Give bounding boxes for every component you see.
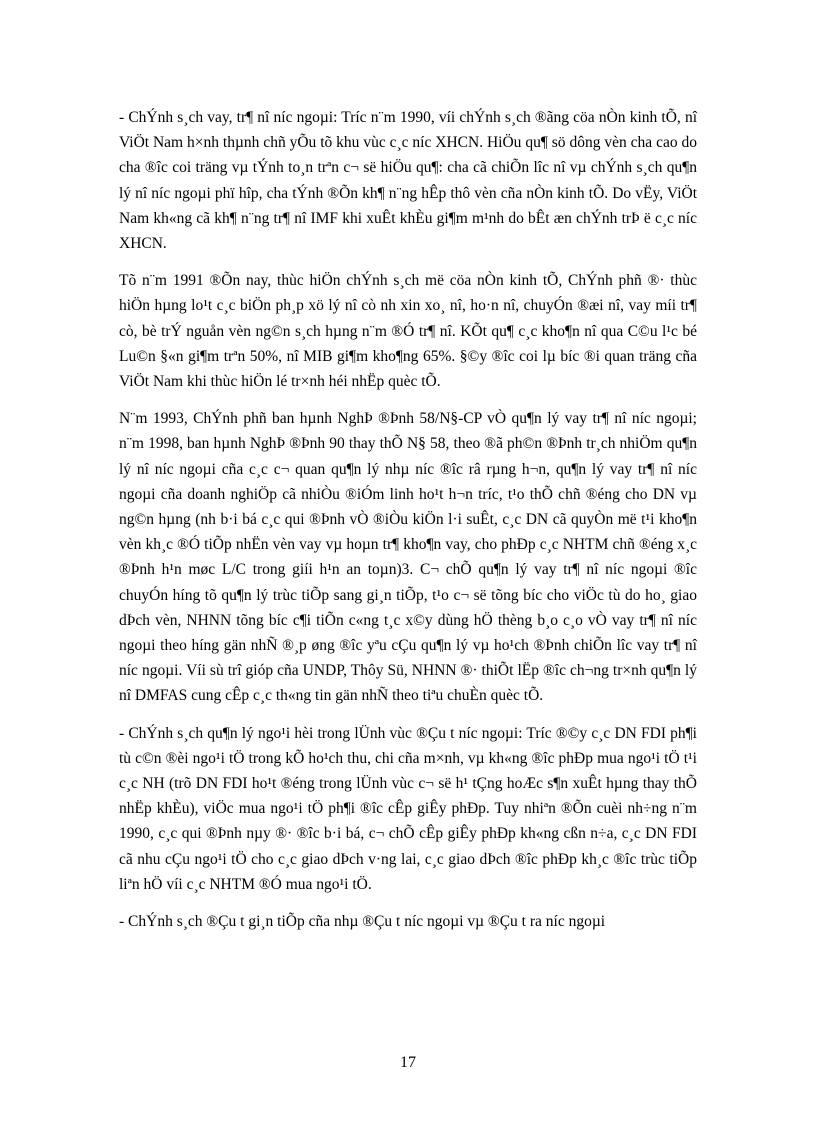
paragraph-debt-restructuring: Tõ n¨m 1991 ®Õn nay, thùc hiÖn chÝnh s¸ch më cöa nÒn kinh tÕ, ChÝnh phñ ®· thùc hiÖn hµng lo¹t c¸c biÖn ph¸p xö lý nî cò nh xin xo¸ nî, ho·n nî, chuyÓn ®æi nî, vay míi tr¶ cò, bè trÝ nguån vèn ng©n s¸ch hµng n¨m ®Ó tr¶ nî. KÕt qu¶ c¸c kho¶n nî qua C©u l¹c bé Lu©n §«n gi¶m trªn 50%, nî MIB gi¶m kho¶ng 65%. §©y ®îc coi lµ bíc ®i quan träng cña ViÖt Nam khi thùc hiÖn lé tr×nh héi nhËp quèc tÕ. [119,272,697,391]
paragraph-indirect-investment: - ChÝnh s¸ch ®Çu t gi¸n tiÕp cña nhµ ®Çu t níc ngoµi vµ ®Çu t ra níc ngoµi [119,913,606,931]
body-text [119,105,697,946]
paragraph-decree-58-90: N¨m 1993, ChÝnh phñ ban hµnh NghÞ ®Þnh 58/N§-CP vÒ qu¶n lý vay tr¶ nî níc ngoµi; n¨m 1998, ban hµnh NghÞ ®Þnh 90 thay thÕ N§ 58, theo ®ã ph©n ®Þnh tr¸ch nhiÖm qu¶n lý nî níc ngoµi cña c¸c c¬ quan qu¶n lý nhµ níc ®îc râ rµng h¬n, qu¶n lý vay tr¶ nî níc ngoµi cña doanh nghiÖp cã nhiÒu ®iÓm linh ho¹t h¬n tríc, t¹o thÕ chñ ®éng cho DN vµ ng©n hµng (nh b·i bá c¸c qui ®Þnh vÒ ®iÒu kiÖn l·i suÊt, c¸c DN cã quyÒn më t¹i kho¶n vèn kh¸c ®Ó tiÕp nhËn vèn vay vµ hoµn tr¶ kho¶n vay, cho phÐp c¸c NHTM chñ ®éng x¸c ®Þnh h¹n møc L/C trong giíi h¹n an toµn)3. C¬ chÕ qu¶n lý vay tr¶ nî níc ngoµi ®îc chuyÓn híng tõ qu¶n lý trùc tiÕp sang gi¸n tiÕp, t¹o c¬ së tõng bíc cho viÖc tù do ho¸ giao dÞch vèn, NHNN tõng bíc c¶i tiÕn c«ng t¸c x©y dùng hÖ thèng b¸o c¸o vÒ vay tr¶ nî níc ngoµi theo híng gän nhÑ ®¸p øng ®îc yªu cÇu qu¶n lý vµ ho¹ch ®Þnh chiÕn lîc vay tr¶ nî níc ngoµi. Víi sù trî gióp cña UNDP, Thôy Sü, NHNN ®· thiÕt lËp ®îc ch¬ng tr×nh qu¶n lý nî DMFAS cung cÊp c¸c th«ng tin gän nhÑ theo tiªu chuÈn quèc tÕ. [119,410,697,705]
page-number: 17 [400,1054,416,1071]
paragraph-foreign-borrowing-policy: - ChÝnh s¸ch vay, tr¶ nî níc ngoµi: Tríc n¨m 1990, víi chÝnh s¸ch ®ãng cöa nÒn kinh tÕ, nî ViÖt Nam h×nh thµnh chñ yÕu tõ khu vùc c¸c níc XHCN. HiÖu qu¶ sö dông vèn cha cao do cha ®îc coi träng vµ tÝnh to¸n trªn c¬ së hiÖu qu¶: cha cã chiÕn lîc nî vµ chÝnh s¸ch qu¶n lý nî níc ngoµi phï hîp, cha tÝnh ®Õn kh¶ n¨ng hÊp thô vèn cña nÒn kinh tÕ. Do vËy, ViÖt Nam kh«ng cã kh¶ n¨ng tr¶ nî IMF khi xuÊt khÈu gi¶m m¹nh do bÊt æn chÝnh trÞ ë c¸c níc XHCN. [119,109,697,253]
paragraph-forex-management-fdi: - ChÝnh s¸ch qu¶n lý ngo¹i hèi trong lÜnh vùc ®Çu t níc ngoµi: Tríc ®©y c¸c DN FDI ph¶i tù c©n ®èi ngo¹i tÖ trong kÕ ho¹ch thu, chi cña m×nh, vµ kh«ng ®îc phÐp mua ngo¹i tÖ t¹i c¸c NH (trõ DN FDI ho¹t ®éng trong lÜnh vùc c¬ së h¹ tÇng hoÆc s¶n xuÊt hµng thay thÕ nhËp khÈu), viÖc mua ngo¹i tÖ ph¶i ®îc cÊp giÊy phÐp. Tuy nhiªn ®Õn cuèi nh÷ng n¨m 1990, c¸c qui ®Þnh nµy ®· ®îc b·i bá, c¬ chÕ cÊp giÊy phÐp kh«ng cßn n÷a, c¸c DN FDI cã nhu cÇu ngo¹i tÖ cho c¸c giao dÞch v·ng lai, c¸c giao dÞch ®îc phÐp kh¸c ®îc trùc tiÕp liªn hÖ víi c¸c NHTM ®Ó mua ngo¹i tÖ. [119,724,697,893]
